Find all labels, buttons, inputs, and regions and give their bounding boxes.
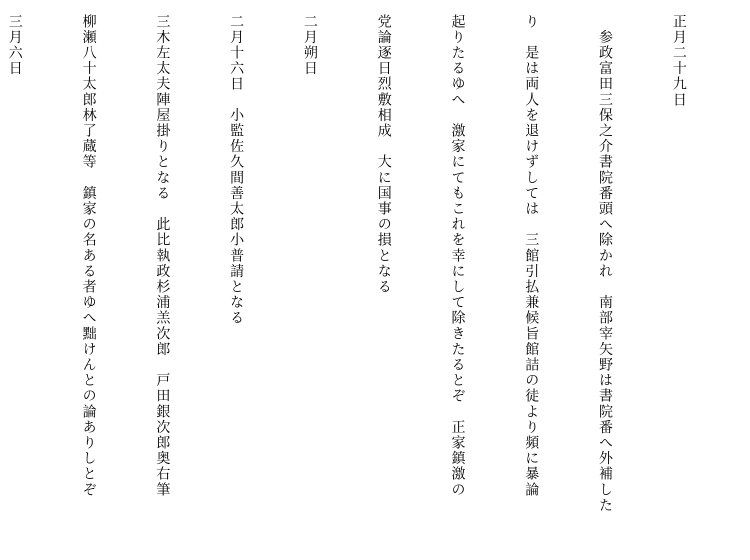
text-line: 柳瀬八十太郎林了蔵等 鎮家の名ある者ゆへ黜けんとの論ありしとぞ	[80, 14, 97, 498]
text-line: 起りたるゆへ 激家にてもこれを幸にして除きたるとぞ 正家鎮激の	[449, 14, 466, 498]
text-line: 三木左太夫陣屋掛りとなる 此比執政杉浦羔次郎 戸田銀次郎奥右筆	[154, 14, 171, 498]
text-line: り 是は両人を退けずしては 三館引払兼候旨館詰の徒より頻に暴論	[523, 14, 540, 498]
text-line: 党論逐日烈敷相成 大に国事の損となる	[375, 14, 392, 295]
text-line: 二月朔日	[301, 14, 318, 77]
text-line: 三月六日	[6, 14, 23, 77]
text-line: 二月十六日 小監佐久間善太郎小普請となる	[228, 14, 245, 326]
text-line: 正月二十九日	[670, 14, 687, 108]
vertical-text-block	[0, 14, 740, 554]
text-line: 参政富田三保之介書院番頭へ除かれ 南部宰矢野は書院番へ外補した	[597, 14, 614, 514]
